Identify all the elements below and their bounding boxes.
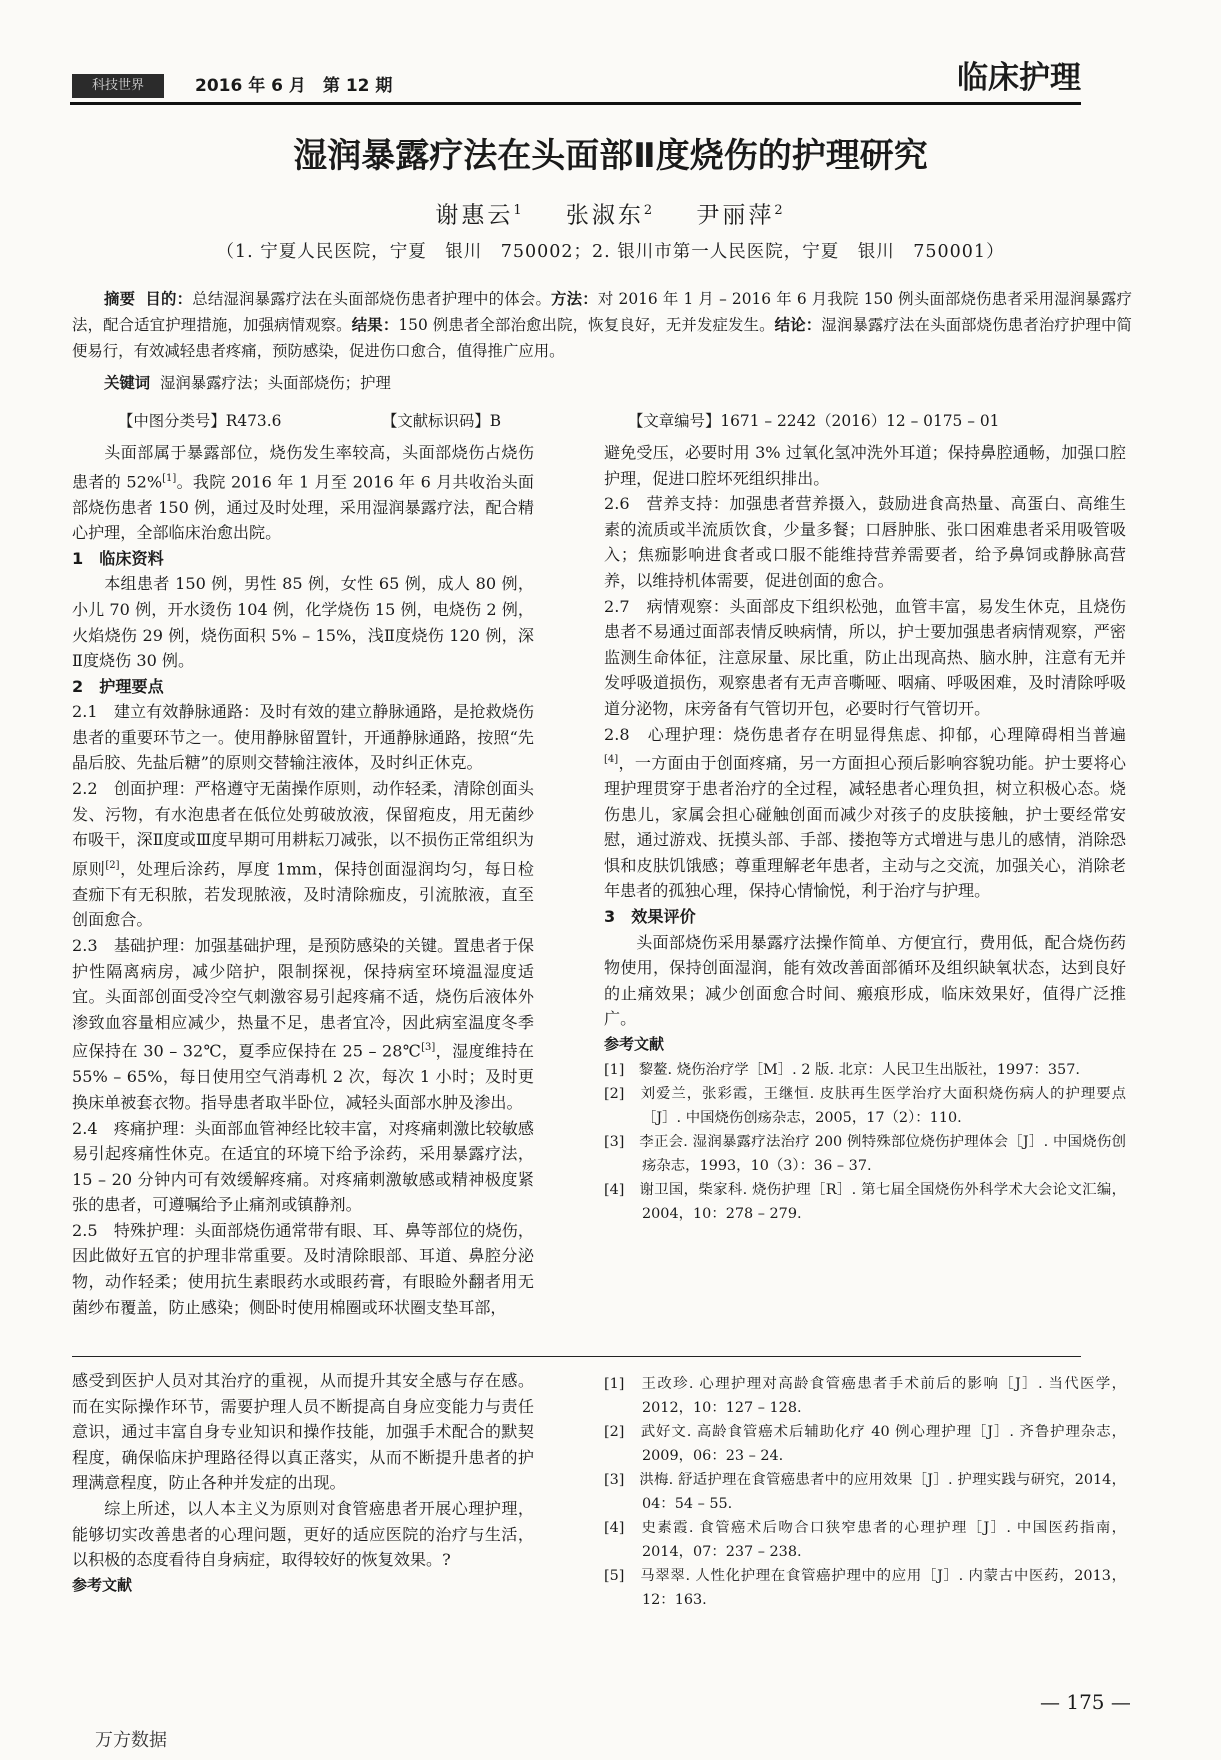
method-text: 对 2016 年 1 月 – 2016 年 6 月我院 150 例头面部烧伤患者采用湿润暴露疗法，配合适宜护理措施，加强病情观察。 [72, 290, 1132, 334]
section-heading [72, 546, 534, 572]
paragraph-text: ，处理后涂药，厚度 1mm，保持创面湿润均匀，每日检查痂下有无积脓，若发现脓液，及时清除痂皮，引流脓液，直至创面愈合。 [72, 859, 534, 930]
paragraph-text: [1] 黎鳌. 烧伤治疗学［M］. 2 版. 北京：人民卫生出版社，1997：357. [604, 1061, 1080, 1078]
reference-item [604, 1058, 1126, 1082]
document-code: 【文献标识码】B [382, 412, 502, 430]
paragraph-text: ，一方面由于创面疼痛，另一方面担心预后影响容貌功能。护士要将心理护理贯穿于患者治疗的全过程，减轻患者心理负担，树立积极心态。烧伤患儿，家属会担心碰触创面而减少对孩子的皮肤接触，护士要经常安慰，通过游戏、抚摸头部、手部、搂抱等方式增进与患儿的感情，消除恐惧和皮肤饥饿感；尊重理解老年患者，主动与之交流，加强关心，消除老年患者的孤独心理，保持心情愉悦，利于治疗与护理。 [604, 753, 1126, 901]
citation-mark: [1] [162, 472, 177, 484]
objective-label: 目的： [145, 290, 193, 308]
paragraph-text: [5] 马翠翠. 人性化护理在食管癌护理中的应用［J］. 内蒙古中医药，2013，12：163. [604, 1568, 1126, 1608]
paragraph [72, 933, 534, 1116]
citation-mark: [4] [604, 754, 619, 766]
author-name: 谢惠云 [435, 202, 514, 229]
conclusion-text: 湿润暴露疗法在头面部烧伤患者治疗护理中简便易行，有效减轻患者疼痛，预防感染，促进伤口愈合，值得推广应用。 [72, 316, 1132, 360]
paragraph [72, 1116, 534, 1218]
keywords-label: 关键词 [104, 374, 151, 392]
paragraph-text: [1] 王改珍. 心理护理对高龄食管癌患者手术前后的影响［J］. 当代医学，2012，10：127 – 128. [604, 1376, 1126, 1416]
author-name: 尹丽萍 [696, 202, 775, 229]
paragraph-text: 2 护理要点 [72, 676, 164, 696]
author-name: 张淑东 [565, 202, 644, 229]
paragraph-text: 避免受压，必要时用 3% 过氧化氢冲洗外耳道；保持鼻腔通畅，加强口腔护理，促进口腔坏死组织排出。 [604, 443, 1126, 488]
issue-date: 2016 年 6 月 第 12 期 [195, 76, 393, 96]
result-text: 150 例患者全部治愈出院，恢复良好，无并发症发生。 [398, 316, 775, 334]
body-column-right [604, 440, 1126, 1226]
section-heading [72, 674, 534, 700]
paragraph-text: 1 临床资料 [72, 548, 164, 568]
abstract [72, 286, 1132, 364]
section-heading [604, 904, 1126, 930]
continued-text-column [72, 1368, 534, 1598]
citation-mark: [3] [421, 1042, 436, 1054]
paragraph [604, 930, 1126, 1032]
author-affil-mark: 1 [513, 203, 525, 218]
paragraph-text: [3] 李正会. 湿润暴露疗法治疗 200 例特殊部位烧伤护理体会［J］. 中国烧伤创疡杂志，1993，10（3）：36 – 37. [604, 1133, 1126, 1174]
paragraph-text: 2.8 心理护理：烧伤患者存在明显得焦虑、抑郁，心理障碍相当普遍 [604, 724, 1126, 744]
article-title: 湿润暴露疗法在头面部Ⅱ度烧伤的护理研究 [293, 136, 928, 176]
paragraph [604, 440, 1126, 491]
paragraph-text: [2] 刘爱兰，张彩霞，王继恒. 皮肤再生医学治疗大面积烧伤病人的护理要点［J］. 中国烧伤创疡杂志，2005，17（2）：110. [604, 1085, 1126, 1126]
keywords [72, 370, 1132, 396]
paragraph-text: 本组患者 150 例，男性 85 例，女性 65 例，成人 80 例，小儿 70 例，开水烫伤 104 例，化学烧伤 15 例，电烧伤 2 例，火焰烧伤 29 例，烧伤面积 5% – 15%，浅Ⅱ度烧伤 120 例，深Ⅱ度烧伤 30 例。 [72, 574, 534, 671]
affiliation: （1. 宁夏人民医院，宁夏 银川 750002；2. 银川市第一人民医院，宁夏 银川 750001） [216, 242, 1005, 262]
section-divider [72, 1356, 1081, 1357]
keywords-text: 湿润暴露疗法；头面部烧伤；护理 [159, 374, 391, 392]
paragraph [72, 1218, 534, 1320]
conclusion-label: 结论： [774, 316, 822, 334]
abstract-label: 摘要 [104, 290, 136, 308]
reference-item [604, 1468, 1126, 1516]
paragraph-text: 2.7 病情观察：头面部皮下组织松弛，血管丰富，易发生休克，且烧伤患者不易通过面部表情反映病情，所以，护士要加强患者病情观察，严密监测生命体征，注意尿量、尿比重，防止出现高热、脑水肿，注意有无并发呼吸道损伤，观察患者有无声音嘶哑、咽痛、呼吸困难，及时清除呼吸道分泌物，床旁备有气管切开包，必要时行气管切开。 [604, 596, 1126, 718]
paragraph-text: 2.5 特殊护理：头面部烧伤通常带有眼、耳、鼻等部位的烧伤，因此做好五官的护理非常重要。及时清除眼部、耳道、鼻腔分泌物，动作轻柔；使用抗生素眼药水或眼药膏，有眼睑外翻者用无菌纱布覆盖，防止感染；侧卧时使用棉圈或环状圈支垫耳部， [72, 1220, 534, 1317]
paragraph-text: [3] 洪梅. 舒适护理在食管癌患者中的应用效果［J］. 护理实践与研究，2014，04：54 – 55. [604, 1472, 1126, 1512]
paragraph-text: 2.3 基础护理：加强基础护理，是预防感染的关键。置患者于保护性隔离病房，减少陪护，限制探视，保持病室环境温湿度适宜。头面部创面受冷空气刺激容易引起疼痛不适，烧伤后液体外渗致血容量相应减少，热量不足，患者宜冷，因此病室温度冬季应保持在 30 – 32℃，夏季应保持在 25 – 28℃ [72, 936, 534, 1061]
paragraph-text: 头面部属于暴露部位，烧伤发生率较高，头面部烧伤占烧伤患者的 52% [72, 443, 534, 491]
result-label: 结果： [351, 316, 399, 334]
paragraph-text: 2.6 营养支持：加强患者营养摄入，鼓励进食高热量、高蛋白、高维生素的流质或半流质饮食，少量多餐；口唇肿胀、张口困难患者采用吸管吸入；焦痂影响进食者或口服不能维持营养需要者，给予鼻饲或静脉高营养，以维持机体需要，促进创面的愈合。 [604, 494, 1126, 590]
paragraph [72, 571, 534, 673]
objective-text: 总结湿润暴露疗法在头面部烧伤患者护理中的体会。 [192, 290, 552, 308]
author-affil-mark: 2 [643, 203, 656, 218]
article-number: 【文章编号】1671 – 2242（2016）12 – 0175 – 01 [628, 412, 1000, 430]
paragraph-text: [4] 史素霞. 食管癌术后吻合口狭窄患者的心理护理［J］. 中国医药指南，2014，07：237 – 238. [604, 1520, 1126, 1560]
reference-item [604, 1372, 1126, 1420]
method-label: 方法： [551, 290, 598, 308]
paragraph-text: 。我院 2016 年 1 月至 2016 年 6 月共收治头面部烧伤患者 150 例，通过及时处理，采用湿润暴露疗法，配合精心护理，全部临床治愈出院。 [72, 471, 534, 543]
reference-item [604, 1178, 1126, 1226]
section-title: 临床护理 [957, 60, 1081, 96]
references-heading [72, 1573, 534, 1599]
paragraph-text: 参考文献 [604, 1035, 665, 1054]
paragraph-text: ，湿度维持在 55% – 65%，每日使用空气消毒机 2 次，每次 1 小时；及时更换床单被套衣物。指导患者取半卧位，减轻头面部水肿及渗出。 [72, 1041, 535, 1112]
references-heading [604, 1032, 1126, 1058]
paragraph [604, 491, 1126, 593]
paragraph-text: 感受到医护人员对其治疗的重视，从而提升其安全感与存在感。而在实际操作环节，需要护理人员不断提高自身应变能力与责任意识，通过丰富自身专业知识和操作技能，加强手术配合的默契程度，确保临床护理路径得以真正落实，从而不断提升患者的护理满意程度，防止各种并发症的出现。 [72, 1371, 534, 1493]
paragraph-text: 2.4 疼痛护理：头面部血管神经比较丰富，对疼痛刺激比较敏感易引起疼痛性休克。在适宜的环境下给予涂药，采用暴露疗法，15 – 20 分钟内可有效缓解疼痛。对疼痛刺激敏感或精神极度紧张的患者，可遵嘱给予止痛剂或镇静剂。 [72, 1118, 534, 1215]
reference-item [604, 1564, 1126, 1612]
paragraph [604, 594, 1126, 722]
reference-item [604, 1420, 1126, 1468]
paragraph-text: 头面部烧伤采用暴露疗法操作简单、方便宜行，费用低，配合烧伤药物使用，保持创面湿润，能有效改善面部循环及组织缺氧状态，达到良好的止痛效果；减少创面愈合时间、瘢痕形成，临床效果好，值得广泛推广。 [604, 932, 1126, 1029]
page-number: — 175 — [1040, 1690, 1131, 1714]
body-column-left [72, 440, 534, 1320]
citation-mark: [2] [105, 859, 120, 871]
journal-logo: 科技世界 [72, 74, 164, 98]
continued-references-column [604, 1372, 1126, 1612]
paragraph-text: 2.1 建立有效静脉通路：及时有效的建立静脉通路，是抢救烧伤患者的重要环节之一。使用静脉留置针，开通静脉通路，按照“先晶后胶、先盐后糖”的原则交替输注液体，及时纠正休克。 [72, 702, 534, 773]
paragraph [72, 1496, 534, 1573]
clc-number: 【中图分类号】R473.6 [118, 412, 282, 430]
reference-item [604, 1130, 1126, 1178]
paragraph [72, 440, 534, 546]
paragraph-text: [4] 谢卫国，柴家科. 烧伤护理［R］. 第七届全国烧伤外科学术大会论文汇编，2004，10：278 – 279. [604, 1181, 1126, 1222]
header-rule [70, 102, 1081, 105]
paragraph [604, 722, 1126, 905]
paragraph-text: 综上所述，以人本主义为原则对食管癌患者开展心理护理，能够切实改善患者的心理问题，更好的适应医院的治疗与生活，以积极的态度看待自身病症，取得较好的恢复效果。? [72, 1498, 534, 1570]
paragraph-text: 3 效果评价 [604, 907, 696, 927]
paragraph [72, 699, 534, 776]
paragraph [72, 1368, 534, 1496]
author-list [0, 194, 1221, 233]
reference-item [604, 1516, 1126, 1564]
watermark-source: 万方数据 [95, 1730, 167, 1751]
paragraph-text: 参考文献 [72, 1575, 133, 1594]
paragraph [72, 776, 534, 933]
author-affil-mark: 2 [774, 203, 786, 218]
paragraph-text: [2] 武好文. 高龄食管癌术后辅助化疗 40 例心理护理［J］. 齐鲁护理杂志，2009，06：23 – 24. [604, 1424, 1126, 1464]
paragraph-text: 2.2 创面护理：严格遵守无菌操作原则，动作轻柔，清除创面头发、污物，有水泡患者在低位处剪破放液，保留疱皮，用无菌纱布吸干，深Ⅱ度或Ⅲ度早期可用耕耘刀减张，以不损伤正常组织为原则 [72, 779, 534, 879]
reference-item [604, 1082, 1126, 1130]
